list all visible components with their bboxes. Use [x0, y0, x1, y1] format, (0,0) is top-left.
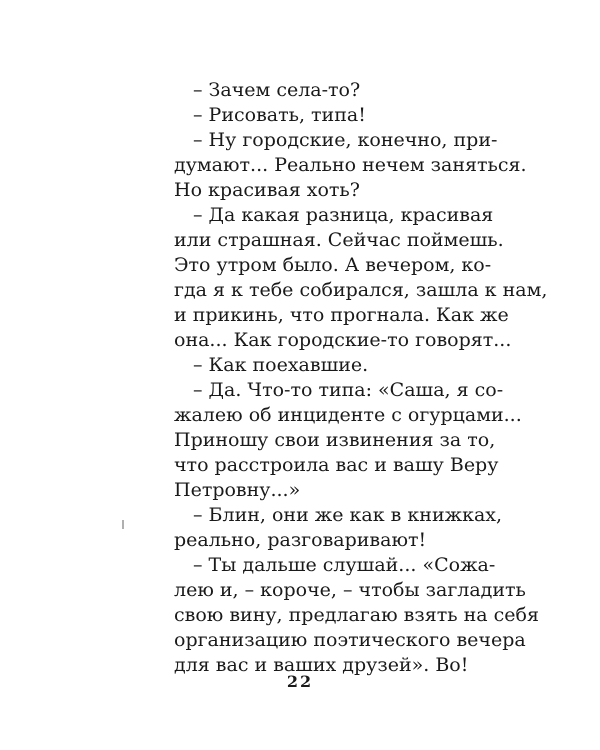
text-line: думают... Реально нечем заняться.: [174, 154, 527, 176]
text-line: или страшная. Сейчас поймешь.: [174, 229, 504, 251]
text-line: – Блин, они же как в книжках,: [193, 504, 503, 526]
text-line: – Да. Что-то типа: «Саша, я со-: [193, 379, 504, 401]
text-line: что расстроила вас и вашу Веру: [174, 454, 499, 476]
text-line: свою вину, предлагаю взять на себя: [174, 604, 539, 626]
page-number: 22: [286, 672, 314, 691]
text-line: Но красивая хоть?: [174, 179, 360, 201]
text-line: реально, разговаривают!: [174, 529, 427, 551]
text-line: и прикинь, что прогнала. Как же: [174, 304, 509, 326]
text-line: для вас и ваших друзей». Во!: [174, 654, 469, 676]
text-line: – Рисовать, типа!: [193, 104, 366, 126]
text-line: – Да какая разница, красивая: [193, 204, 494, 226]
text-line: – Ну городские, конечно, при-: [193, 129, 498, 151]
text-line: Петровну...»: [174, 479, 301, 501]
text-line: она... Как городские-то говорят...: [174, 329, 512, 351]
text-line: лею и, – короче, – чтобы загладить: [174, 579, 526, 601]
text-line: – Зачем села-то?: [193, 79, 361, 101]
scan-speck: [122, 520, 124, 529]
text-line: жалею об инциденте с огурцами...: [174, 404, 522, 426]
text-line: организацию поэтического вечера: [174, 629, 526, 651]
text-line: Приношу свои извинения за то,: [174, 429, 496, 451]
text-line: Это утром было. А вечером, ко-: [174, 254, 492, 276]
text-line: – Ты дальше слушай... «Сожа-: [193, 554, 496, 576]
text-line: гда я к тебе собирался, зашла к нам,: [174, 279, 548, 301]
text-line: – Как поехавшие.: [193, 354, 369, 376]
